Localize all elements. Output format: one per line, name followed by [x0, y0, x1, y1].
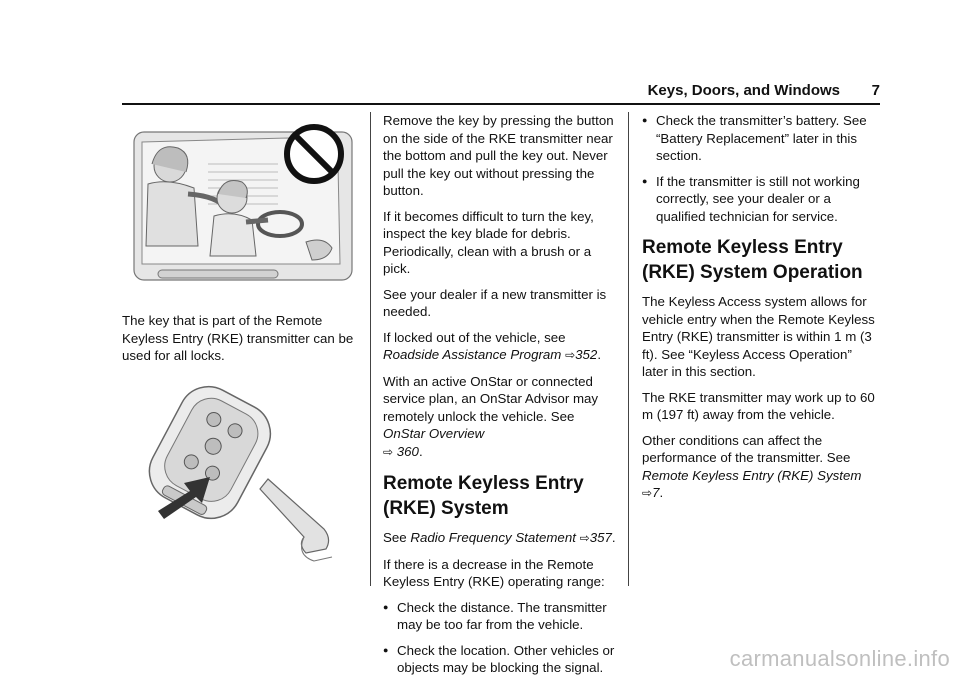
- roadside-page-ref[interactable]: 352: [575, 347, 598, 362]
- list-item: ● Check the distance. The transmitter may be too far from the vehicle.: [383, 599, 618, 634]
- watermark: carmanualsonline.info: [729, 646, 950, 671]
- radio-frequency-link[interactable]: Radio Frequency Statement: [410, 530, 576, 545]
- rke-system-page-ref[interactable]: 7: [652, 485, 660, 500]
- list-item: ● Check the location. Other vehicles or objects may be blocking the signal.: [383, 642, 618, 677]
- range-decrease-paragraph: If there is a decrease in the Remote Keyless Entry (RKE) operating range:: [383, 556, 605, 589]
- rke-transmitter-illustration: [128, 379, 360, 579]
- page-header: [122, 82, 880, 102]
- onstar-overview-link[interactable]: OnStar Overview: [383, 426, 485, 441]
- onstar-paragraph: With an active OnStar or connected service plan, an OnStar Advisor may remotely unlock the vehicle. See OnStar Overview ⇨ 360.: [383, 373, 599, 459]
- list-item: ● Check the transmitter’s battery. See “Battery Replacement” later in this section.: [642, 112, 878, 165]
- cross-reference-icon: ⇨: [565, 348, 576, 362]
- new-transmitter-paragraph: See your dealer if a new transmitter is needed.: [383, 286, 607, 319]
- cross-reference-icon: ⇨: [579, 531, 590, 545]
- range-bullet-list: [383, 599, 618, 677]
- cross-reference-icon: ⇨: [642, 486, 653, 500]
- keyless-access-paragraph: The Keyless Access system allows for vehicle entry when the Remote Keyless Entry (RKE) transmitter is within 1 m (3 ft). See “Keyless Access Operation” later in this section.: [642, 294, 875, 379]
- rke-system-link[interactable]: Remote Keyless Entry (RKE) System: [642, 467, 862, 483]
- column-divider-2: [628, 112, 629, 586]
- child-steering-warning-illustration: [128, 124, 360, 294]
- page-number: 7: [871, 82, 880, 99]
- onstar-page-ref[interactable]: 360: [396, 443, 419, 459]
- radio-frequency-paragraph: See Radio Frequency Statement ⇨357.: [383, 530, 616, 545]
- column-divider-1: [370, 112, 371, 586]
- transmitter-range-paragraph: The RKE transmitter may work up to 60 m (197 ft) away from the vehicle.: [642, 389, 875, 422]
- column-3: [642, 112, 878, 511]
- roadside-assistance-link[interactable]: Roadside Assistance Program: [383, 347, 562, 362]
- section-title: Keys, Doors, and Windows: [647, 82, 840, 99]
- header-rule: [122, 103, 880, 105]
- difficult-key-paragraph: If it becomes difficult to turn the key, inspect the key blade for debris. Periodically, clean with a brush or a pick.: [383, 208, 594, 276]
- transmitter-bullet-list: [642, 112, 878, 225]
- list-item: ● If the transmitter is still not working correctly, see your dealer or a qualified technician for service.: [642, 173, 878, 226]
- locked-out-paragraph: If locked out of the vehicle, see Roadside Assistance Program ⇨352.: [383, 329, 602, 362]
- key-locks-paragraph: The key that is part of the Remote Keyless Entry (RKE) transmitter can be used for all locks.: [122, 313, 354, 363]
- remove-key-paragraph: Remove the key by pressing the button on the side of the RKE transmitter near the bottom and pull the key out. Never pull the key out without pressing the button.: [383, 113, 614, 198]
- rke-system-heading: Remote Keyless Entry (RKE) System: [383, 473, 584, 519]
- rke-operation-heading: Remote Keyless Entry (RKE) System Operation: [642, 237, 863, 283]
- column-1: [122, 112, 354, 579]
- cross-reference-icon: ⇨: [383, 444, 394, 459]
- column-2: [383, 112, 618, 685]
- radio-frequency-page-ref[interactable]: 357: [589, 530, 612, 545]
- other-conditions-paragraph: Other conditions can affect the performance of the transmitter. See Remote Keyless Entry (RKE) System ⇨7.: [642, 432, 862, 500]
